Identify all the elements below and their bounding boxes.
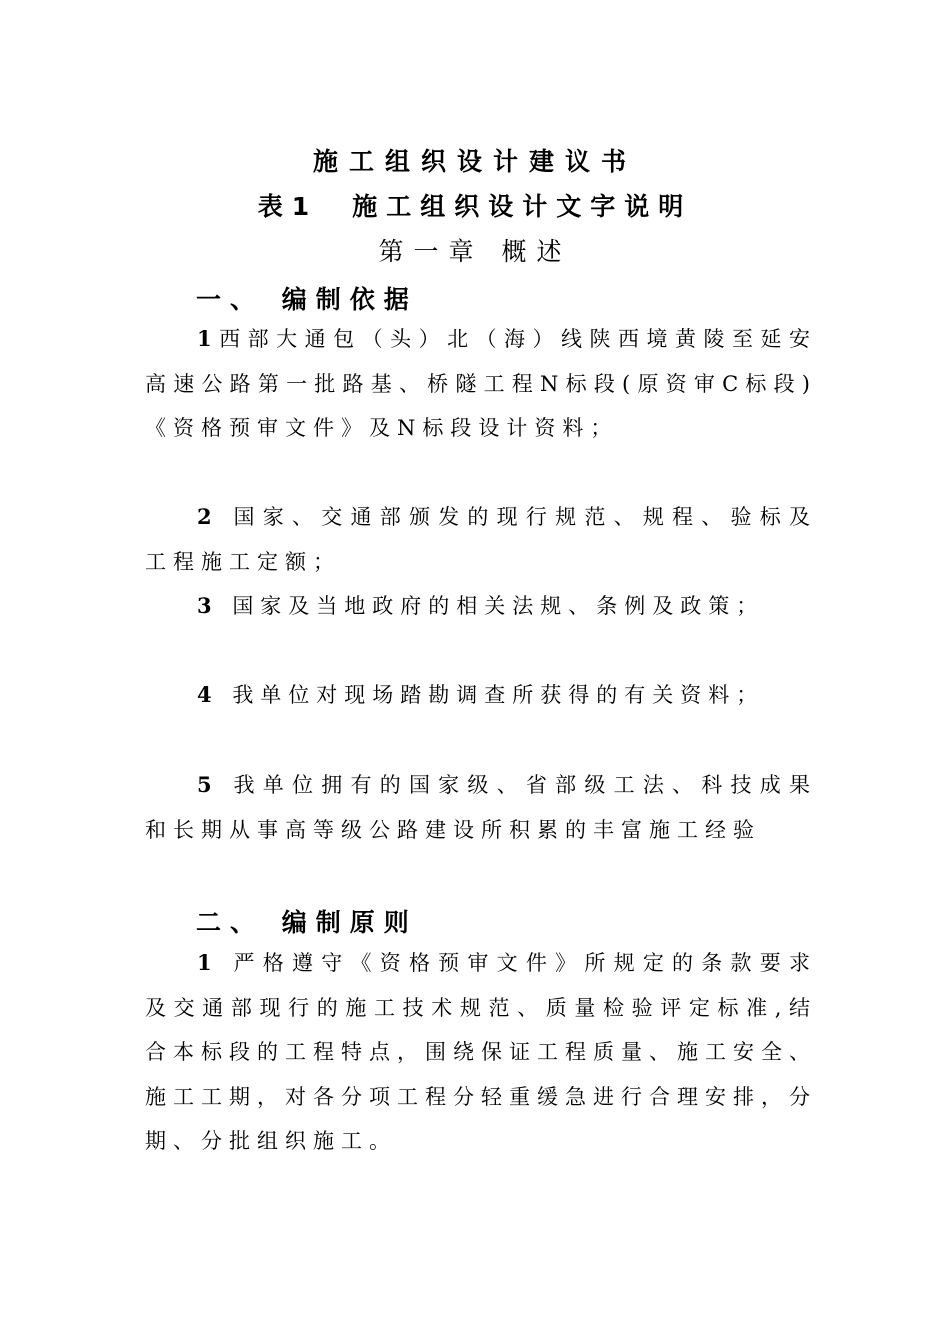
table-caption: 表1 施工组织设计文字说明 bbox=[257, 192, 693, 221]
item-number: 3 bbox=[197, 593, 219, 618]
item-text: 我单位拥有的国家级、省部级工法、科技成果和长期从事高等级公路建设所积累的丰富施工经验 bbox=[145, 773, 817, 842]
list-item bbox=[145, 673, 817, 718]
item-text: 国家、交通部颁发的现行规范、规程、验标及工程施工定额； bbox=[145, 505, 817, 574]
item-text: 西部大通包（头）北（海）线陕西境黄陵至延安高速公路第一批路基、桥隧工程N标段(原资审C标段)《资格预审文件》及N标段设计资料； bbox=[145, 327, 817, 441]
section-heading-principles: 二、 编制原则 bbox=[196, 908, 418, 937]
item-number: 1 bbox=[197, 326, 219, 351]
list-item bbox=[145, 763, 817, 852]
item-text: 我单位对现场踏勘调查所获得的有关资料； bbox=[232, 683, 765, 707]
item-text: 国家及当地政府的相关法规、条例及政策； bbox=[232, 594, 765, 618]
list-item bbox=[145, 317, 817, 451]
item-number: 4 bbox=[197, 682, 219, 707]
item-text: 严格遵守《资格预审文件》所规定的条款要求及交通部现行的施工技术规范、质量检验评定标准,结合本标段的工程特点，围绕保证工程质量、施工安全、施工工期，对各分项工程分轻重缓急进行合理安排，分期、分批组织施工。 bbox=[145, 951, 817, 1154]
list-item bbox=[145, 941, 817, 1164]
list-item bbox=[145, 495, 817, 584]
list-item bbox=[145, 584, 817, 629]
chapter-heading: 第一章 概述 bbox=[378, 237, 572, 266]
section-heading-basis: 一、 编制依据 bbox=[196, 285, 418, 314]
item-number: 2 bbox=[197, 504, 219, 529]
document-title: 施工组织设计建议书 bbox=[312, 147, 637, 176]
item-number: 5 bbox=[197, 772, 219, 797]
item-number: 1 bbox=[197, 950, 219, 975]
